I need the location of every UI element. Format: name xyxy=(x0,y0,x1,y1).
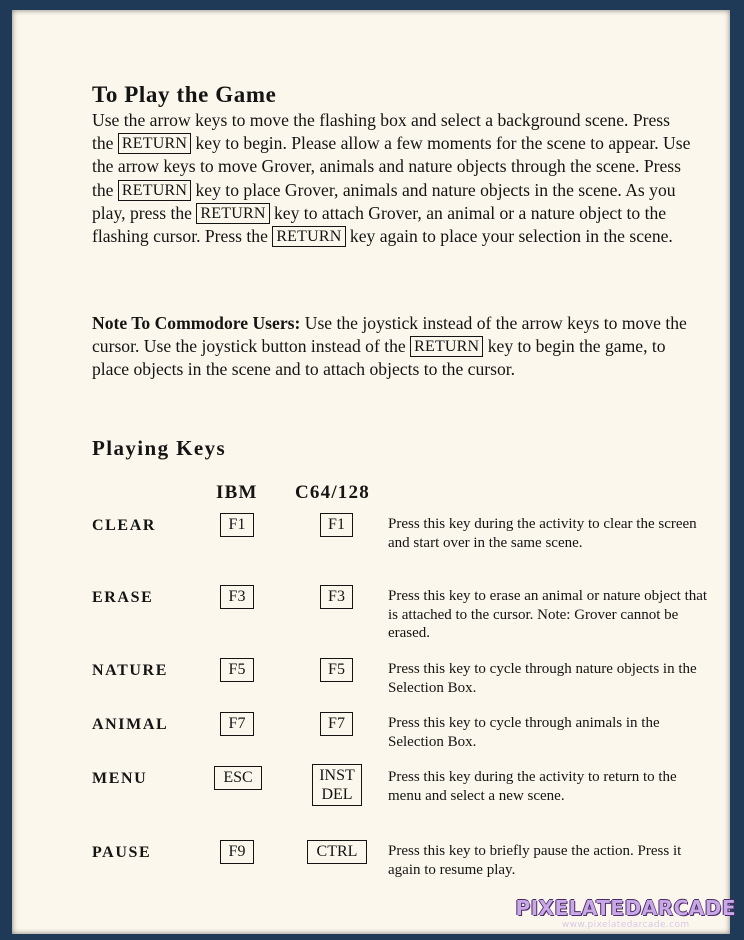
c64-key: F1 xyxy=(320,513,353,537)
text-segment: Use the arrow keys to move the flashing box and select a background scene. Press the xyxy=(92,110,670,154)
ibm-key: F7 xyxy=(220,712,254,736)
keys-heading: Playing Keys xyxy=(92,436,227,460)
column-header-c64: C64/128 xyxy=(295,482,370,503)
key-function-name: ANIMAL xyxy=(92,716,169,733)
ibm-key: F3 xyxy=(220,585,254,609)
c64-key-line: DEL xyxy=(321,786,353,803)
key-function-name: PAUSE xyxy=(92,844,152,861)
column-header-ibm: IBM xyxy=(216,482,258,503)
c64-key: F5 xyxy=(320,658,353,682)
key-description: Press this key during the activity to return to the menu and select a new scene. xyxy=(388,769,677,804)
key-description: Press this key to cycle through nature objects in the Selection Box. xyxy=(388,661,697,696)
return-key-label: RETURN xyxy=(118,180,191,201)
return-key-label: RETURN xyxy=(196,203,269,224)
key-description: Press this key to briefly pause the action. Press it again to resume play. xyxy=(388,843,682,878)
commodore-note xyxy=(92,312,692,382)
key-description: Press this key to erase an animal or nature object that is attached to the cursor. Note: Grover cannot be erased. xyxy=(388,588,708,642)
key-description: Press this key to cycle through animals in the Selection Box. xyxy=(388,715,660,750)
c64-key: CTRL xyxy=(307,840,367,864)
text-segment: key to begin. Please allow a few moments for the scene to appear. Use the arrow keys to move Grover, animals and nature objects through the scene. Press the xyxy=(92,133,691,200)
play-instructions xyxy=(92,109,692,248)
return-key-label: RETURN xyxy=(272,226,345,247)
text-segment: Use the joystick instead of the arrow keys to move the cursor. Use the joystick button instead of the xyxy=(92,313,687,357)
c64-key: F3 xyxy=(320,585,353,609)
manual-page xyxy=(12,10,730,934)
key-function-name: MENU xyxy=(92,770,148,787)
text-segment: key to attach Grover, an animal or a nature object to the flashing cursor. Press the xyxy=(92,202,667,247)
key-description: Press this key during the activity to clear the screen and start over in the same scene. xyxy=(388,516,697,551)
key-function-name: NATURE xyxy=(92,662,168,679)
c64-key: F7 xyxy=(320,712,353,736)
watermark-logo: PIXELATEDARCADE xyxy=(515,896,736,920)
text-segment: key again to place your selection in the scene. xyxy=(345,226,673,247)
key-function-name: ERASE xyxy=(92,589,154,606)
return-key-label: RETURN xyxy=(410,336,483,357)
note-label: Note To Commodore Users: xyxy=(92,313,301,333)
page-title: To Play the Game xyxy=(92,82,277,107)
ibm-key: ESC xyxy=(214,766,262,790)
watermark xyxy=(515,896,736,930)
ibm-key: F5 xyxy=(220,658,254,682)
text-segment: key to place Grover, animals and nature objects in the scene. As you play, press the xyxy=(92,179,676,223)
key-function-name: CLEAR xyxy=(92,517,157,534)
return-key-label: RETURN xyxy=(118,133,191,154)
c64-key-line: INST xyxy=(319,767,355,784)
text-segment: key to begin the game, to place objects in the scene and to attach objects to the cursor. xyxy=(92,336,666,380)
c64-key xyxy=(312,764,362,806)
watermark-url: www.pixelatedarcade.com xyxy=(561,920,690,930)
ibm-key: F1 xyxy=(220,513,254,537)
ibm-key: F9 xyxy=(220,840,254,864)
